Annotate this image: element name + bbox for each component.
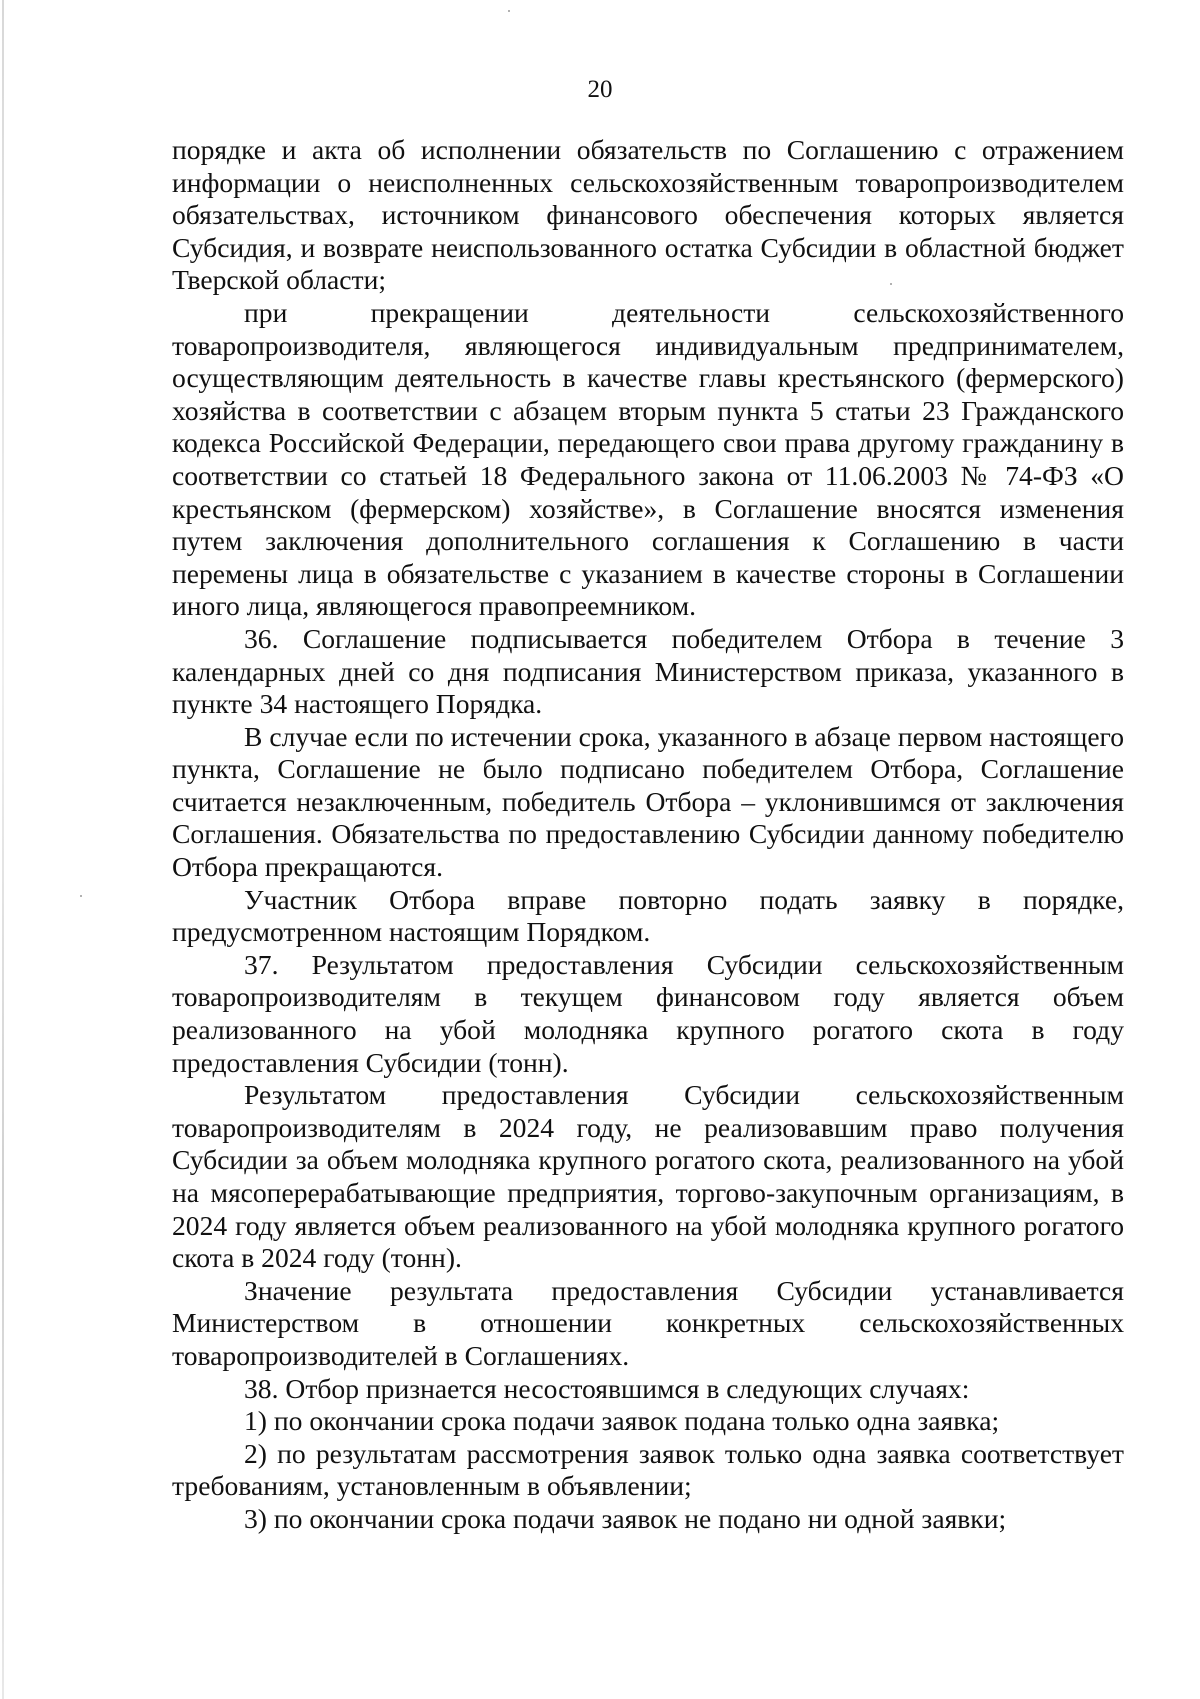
document-body [172,134,1124,1536]
paragraph: Результатом предоставления Субсидии сельскохозяйственным товаропроизводителям в 2024 году, не реализовавшим право получения Субсидии за объем молодняка крупного рогатого скота, реализованного на убой на мясоперерабатывающие предприятия, торгово-закупочным организациям, в 2024 году является объем реализованного на убой молодняка крупного рогатого скота в 2024 году (тонн). [172,1079,1124,1274]
list-item: 1) по окончании срока подачи заявок подана только одна заявка; [244,1405,1000,1437]
paragraph: при прекращении деятельности сельскохозяйственного товаропроизводителя, являющегося индивидуальным предпринимателем, осуществляющим деятельность в качестве главы крестьянского (фермерского) хозяйства в соответствии с абзацем вторым пункта 5 статьи 23 Гражданского кодекса Российской Федерации, передающего свои права другому гражданину в соответствии со статьей 18 Федерального закона от 11.06.2003 № 74-ФЗ «О крестьянском (фермерском) хозяйстве», в Соглашение вносятся изменения путем заключения дополнительного соглашения к Соглашению в части перемены лица в обязательстве с указанием в качестве стороны в Соглашении иного лица, являющегося правопреемником. [172,296,1124,622]
paragraph: 36. Соглашение подписывается победителем Отбора в течение 3 календарных дней со дня подписания Министерством приказа, указанного в пункте 34 настоящего Порядка. [172,622,1124,720]
paragraph: 38. Отбор признается несостоявшимся в следующих случаях: [244,1372,970,1404]
scan-speck [508,10,510,12]
paragraph: Участник Отбора вправе повторно подать заявку в порядке, предусмотренном настоящим Порядком. [172,883,1124,948]
list-item: 3) по окончании срока подачи заявок не подано ни одной заявки; [244,1502,1007,1534]
paragraph: Значение результата предоставления Субсидии устанавливается Министерством в отношении конкретных сельскохозяйственных товаропроизводителей в Соглашениях. [172,1274,1124,1371]
paragraph: порядке и акта об исполнении обязательств по Соглашению с отражением информации о неисполненных сельскохозяйственным товаропроизводителем обязательствах, источником финансового обеспечения которых является Субсидия, и возврате неиспользованного остатка Субсидии в областной бюджет Тверской области; [172,134,1124,296]
paragraph: 37. Результатом предоставления Субсидии сельскохозяйственным товаропроизводителям в текущем финансовом году является объем реализованного на убой молодняка крупного рогатого скота в году предоставления Субсидии (тонн). [172,948,1124,1078]
scan-speck [80,895,82,897]
list-item: 2) по результатам рассмотрения заявок только одна заявка соответствует требованиям, установленным в объявлении; [172,1437,1124,1502]
paragraph: В случае если по истечении срока, указанного в абзаце первом настоящего пункта, Соглашение не было подписано победителем Отбора, Соглашение считается незаключенным, победитель Отбора – уклонившимся от заключения Соглашения. Обязательства по предоставлению Субсидии данному победителю Отбора прекращаются. [172,720,1124,883]
page-number: 20 [587,76,613,103]
scan-edge [2,0,4,1699]
